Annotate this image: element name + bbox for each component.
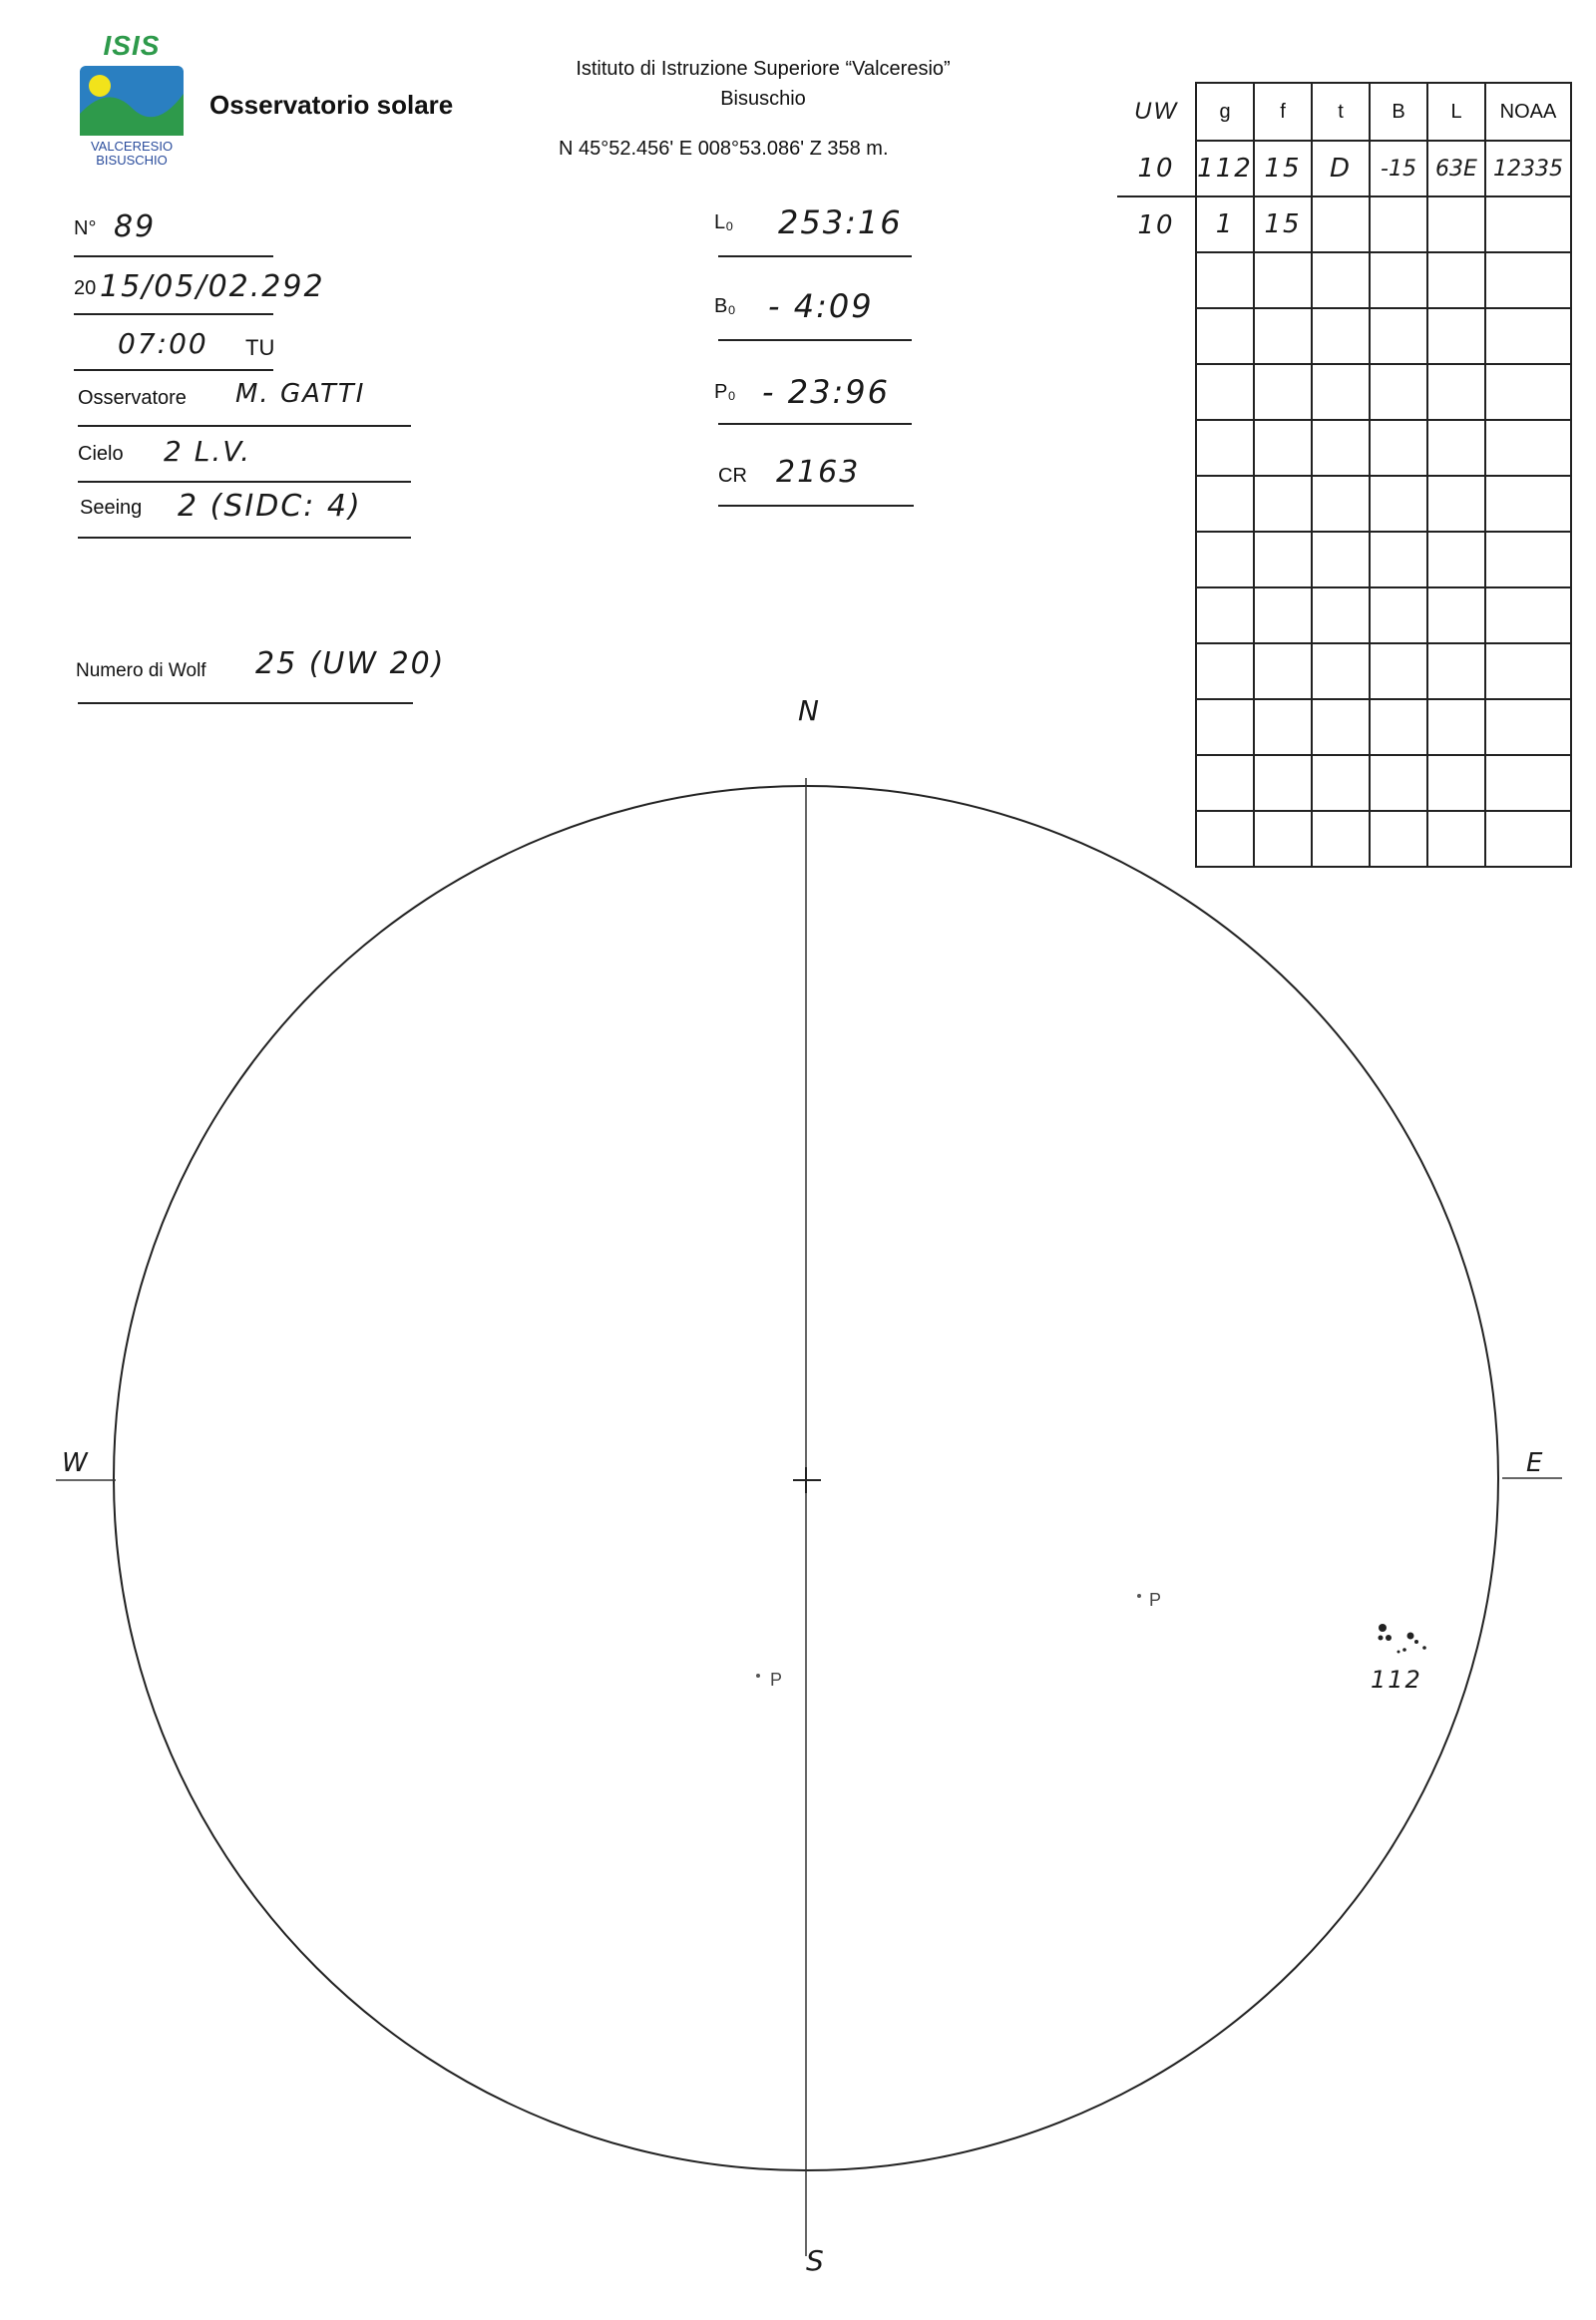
b0-label: B₀ bbox=[714, 295, 736, 317]
table-header-g: g bbox=[1196, 83, 1254, 141]
table-header-t: t bbox=[1312, 83, 1370, 141]
p0-value: - 23:96 bbox=[762, 373, 890, 411]
table-cell-value: 10 bbox=[1137, 153, 1175, 184]
south-label: S bbox=[806, 2244, 826, 2277]
wolf-label: Numero di Wolf bbox=[76, 660, 206, 681]
logo-text: ISIS bbox=[103, 30, 161, 61]
table-cell-value: -15 bbox=[1381, 156, 1416, 182]
number-label: N° bbox=[74, 217, 97, 239]
sunspot-group-112 bbox=[1379, 1624, 1426, 1654]
table-header-uw: UW bbox=[1134, 98, 1178, 125]
sky-value: 2 L.V. bbox=[164, 435, 252, 468]
group-label: 112 bbox=[1371, 1666, 1422, 1694]
table-cell-value: 10 bbox=[1137, 209, 1175, 240]
number-value: 89 bbox=[114, 209, 157, 244]
seeing-label: Seeing bbox=[80, 497, 143, 519]
l0-value: 253:16 bbox=[778, 203, 903, 241]
observer-label: Osservatore bbox=[78, 387, 187, 409]
east-label: E bbox=[1526, 1448, 1545, 1478]
time-unit: TU bbox=[245, 335, 275, 360]
l0-label: L₀ bbox=[714, 211, 734, 233]
north-label: N bbox=[798, 694, 821, 727]
p0-label: P₀ bbox=[714, 381, 736, 403]
pore-label-2: P bbox=[1149, 1590, 1162, 1610]
table-cell-value: 63E bbox=[1435, 156, 1477, 182]
wolf-value: 25 (UW 20) bbox=[255, 646, 446, 681]
institute-line2: Bisuschio bbox=[720, 88, 806, 110]
logo-sub-line2: BISUSCHIO bbox=[96, 153, 168, 168]
date-prefix: 20 bbox=[74, 277, 97, 299]
table-header-l: L bbox=[1427, 83, 1485, 141]
observer-value: M. GATTI bbox=[235, 379, 366, 409]
table-cell-value: 1 bbox=[1215, 209, 1235, 239]
cr-value: 2163 bbox=[776, 455, 861, 490]
cr-label: CR bbox=[718, 465, 747, 487]
seeing-value: 2 (SIDC: 4) bbox=[178, 489, 362, 524]
b0-value: - 4:09 bbox=[768, 287, 874, 325]
observatory-title: Osservatorio solare bbox=[209, 90, 454, 120]
table-cell-value: D bbox=[1329, 154, 1353, 184]
pore-2-mark bbox=[1137, 1594, 1141, 1598]
west-label: W bbox=[62, 1448, 90, 1478]
table-cell-value: 12335 bbox=[1493, 156, 1563, 182]
observatory-coordinates: N 45°52.456' E 008°53.086' Z 358 m. bbox=[559, 138, 889, 160]
pore-label-1: P bbox=[770, 1670, 783, 1690]
table-header-f: f bbox=[1254, 83, 1312, 141]
sky-label: Cielo bbox=[78, 443, 124, 465]
table-cell-value: 112 bbox=[1197, 154, 1253, 184]
table-header-noaa: NOAA bbox=[1485, 83, 1571, 141]
table-cell-value: 15 bbox=[1264, 209, 1302, 239]
date-value: 15/05/02.292 bbox=[100, 269, 325, 304]
institute-line1: Istituto di Istruzione Superiore “Valceresio” bbox=[576, 58, 951, 80]
table-header-b: B bbox=[1370, 83, 1427, 141]
time-value: 07:00 bbox=[118, 327, 208, 360]
logo-sub-line1: VALCERESIO bbox=[90, 139, 174, 154]
pore-1-mark bbox=[756, 1674, 760, 1678]
table-cell-value: 15 bbox=[1264, 154, 1302, 184]
